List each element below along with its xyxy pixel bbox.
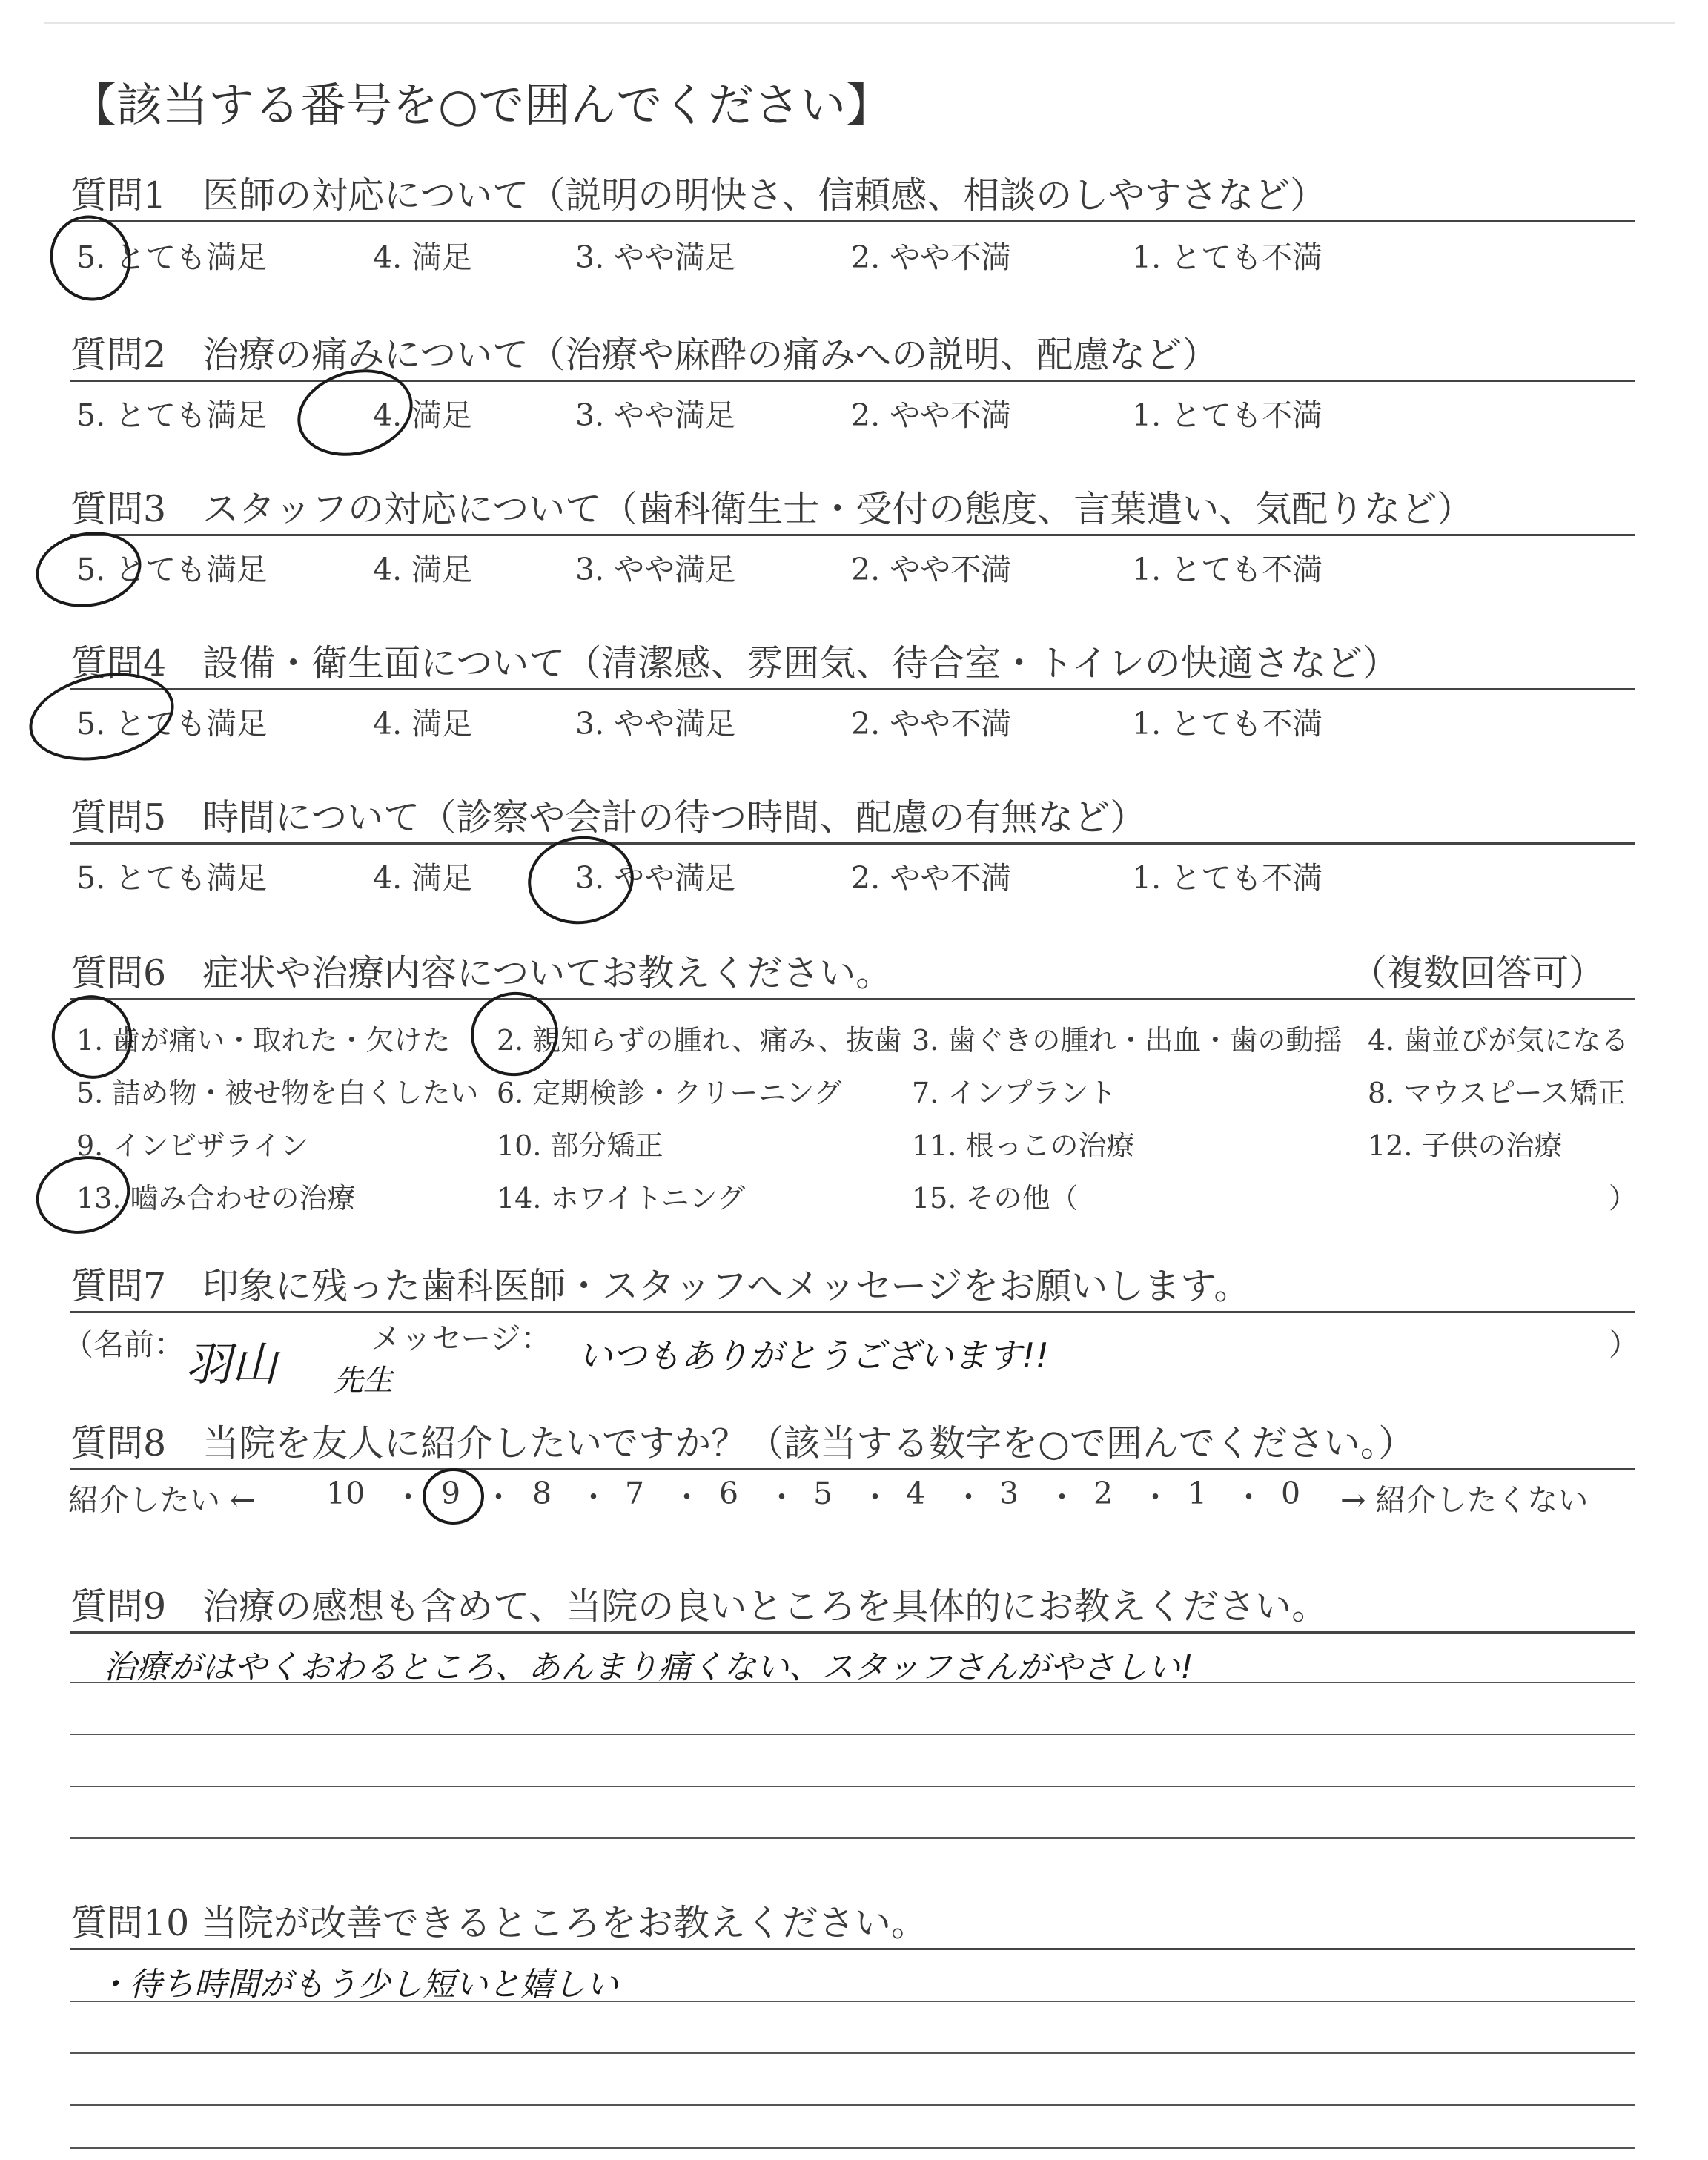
question-7-title: 質問7 印象に残った歯科医師・スタッフへメッセージをお願いします。	[70, 1265, 1251, 1307]
q2-option-5[interactable]: 5. とても満足	[76, 397, 268, 433]
q7-name-handwritten[interactable]: 羽山	[185, 1337, 278, 1391]
question-4-title: 質問4 設備・衛生面について（清潔感、雰囲気、待合室・トイレの快適さなど）	[70, 642, 1399, 684]
question-1-rule	[70, 220, 1635, 222]
question-4-rule	[70, 688, 1635, 690]
q5-option-2[interactable]: 2. やや不満	[851, 860, 1012, 896]
q8-separator: ・	[767, 1479, 797, 1515]
q5-selection-circle	[522, 830, 639, 931]
q2-option-4[interactable]: 4. 満足	[373, 397, 473, 433]
q8-right-label: → 紹介したくない	[1340, 1482, 1589, 1518]
q7-close-paren: ）	[1609, 1327, 1639, 1362]
question-2-title: 質問2 治療の痛みについて（治療や麻酔の痛みへの説明、配慮など）	[70, 334, 1219, 376]
q4-option-2[interactable]: 2. やや不満	[851, 706, 1012, 742]
question-1-title: 質問1 医師の対応について（説明の明快さ、信頼感、相談のしやすさなど）	[70, 174, 1327, 217]
q1-option-2[interactable]: 2. やや不満	[851, 240, 1012, 275]
q8-scale-1[interactable]: 1	[1188, 1476, 1208, 1511]
q6-option-10[interactable]: 10. 部分矯正	[497, 1129, 663, 1162]
question-7-rule	[70, 1311, 1635, 1313]
q6-option-3[interactable]: 3. 歯ぐきの腫れ・出血・歯の動揺	[912, 1024, 1343, 1057]
q8-scale-10[interactable]: 10	[326, 1476, 365, 1511]
question-8-title: 質問8 当院を友人に紹介したいですか？（該当する数字を○で囲んでください。）	[70, 1422, 1415, 1464]
q7-name-suffix-handwritten: 先生	[334, 1364, 393, 1398]
q6-option-2[interactable]: 2. 親知らずの腫れ、痛み、抜歯	[497, 1024, 902, 1057]
q8-scale-4[interactable]: 4	[906, 1476, 926, 1511]
q7-message-label: メッセージ：	[371, 1321, 552, 1356]
q4-option-3[interactable]: 3. やや満足	[575, 706, 736, 742]
q8-separator: ・	[393, 1479, 423, 1515]
q1-option-4[interactable]: 4. 満足	[373, 240, 473, 275]
q8-scale-7[interactable]: 7	[625, 1476, 645, 1511]
q3-option-4[interactable]: 4. 満足	[373, 552, 473, 587]
q8-scale-3[interactable]: 3	[999, 1476, 1019, 1511]
q6-option-6[interactable]: 6. 定期検診・クリーニング	[497, 1077, 842, 1109]
question-10-rule	[70, 1948, 1635, 1950]
q6-option-7[interactable]: 7. インプラント	[912, 1077, 1117, 1109]
q6-option-8[interactable]: 8. マウスピース矯正	[1368, 1077, 1626, 1109]
question-9-rule	[70, 1631, 1635, 1634]
q8-separator: ・	[1047, 1479, 1077, 1515]
question-3-title: 質問3 スタッフの対応について（歯科衛生士・受付の態度、言葉遣い、気配りなど）	[70, 488, 1474, 530]
q2-option-1[interactable]: 1. とても不満	[1132, 397, 1323, 433]
question-5-title: 質問5 時間について（診察や会計の待つ時間、配慮の有無など）	[70, 796, 1147, 839]
q4-option-4[interactable]: 4. 満足	[373, 706, 473, 742]
q6-option-1[interactable]: 1. 歯が痛い・取れた・欠けた	[76, 1024, 451, 1057]
q1-option-5[interactable]: 5. とても満足	[76, 240, 268, 275]
q8-separator: ・	[578, 1479, 609, 1515]
q10-answer-handwritten[interactable]: ・待ち時間がもう少し短いと嬉しい	[96, 1966, 618, 2004]
q4-option-1[interactable]: 1. とても不満	[1132, 706, 1323, 742]
q6-option-11[interactable]: 11. 根っこの治療	[912, 1129, 1135, 1162]
q10-answer-line	[70, 2052, 1635, 2054]
form-heading: 【該当する番号を○で囲んでください】	[70, 78, 893, 132]
q9-answer-line	[70, 1786, 1635, 1787]
q3-option-3[interactable]: 3. やや満足	[575, 552, 736, 587]
q8-separator: ・	[483, 1479, 514, 1515]
question-2-rule	[70, 380, 1635, 382]
q6-option-12[interactable]: 12. 子供の治療	[1368, 1129, 1563, 1162]
q8-separator: ・	[1234, 1479, 1264, 1515]
question-10-title: 質問10 当院が改善できるところをお教えください。	[70, 1902, 927, 1944]
question-5-rule	[70, 842, 1635, 845]
question-9-title: 質問9 治療の感想も含めて、当院の良いところを具体的にお教えください。	[70, 1585, 1328, 1628]
top-border	[44, 22, 1675, 24]
q8-scale-6[interactable]: 6	[719, 1476, 739, 1511]
q10-answer-line	[70, 2104, 1635, 2106]
question-6-rule	[70, 998, 1635, 1000]
q6-option-13[interactable]: 13. 嚙み合わせの治療	[76, 1182, 356, 1215]
q5-option-4[interactable]: 4. 満足	[373, 860, 473, 896]
q8-scale-9[interactable]: 9	[441, 1476, 461, 1511]
q8-separator: ・	[953, 1479, 984, 1515]
q6-option-9[interactable]: 9. インビザライン	[76, 1129, 309, 1162]
question-6-note: （複数回答可）	[1350, 952, 1605, 994]
question-3-rule	[70, 534, 1635, 536]
q6-option-14[interactable]: 14. ホワイトニング	[497, 1182, 746, 1215]
q7-message-handwritten[interactable]: いつもありがとうございます!!	[578, 1335, 1049, 1375]
q9-answer-line	[70, 1837, 1635, 1839]
q3-selection-circle	[30, 524, 147, 615]
q8-scale-2[interactable]: 2	[1093, 1476, 1113, 1511]
q6-option-15[interactable]: 15. その他（	[912, 1182, 1079, 1215]
q1-option-1[interactable]: 1. とても不満	[1132, 240, 1323, 275]
q10-answer-line	[70, 2147, 1635, 2149]
q8-separator: ・	[1140, 1479, 1171, 1515]
q9-answer-line	[70, 1734, 1635, 1735]
q9-answer-handwritten[interactable]: 治療がはやくおわるところ、あんまり痛くない、スタッフさんがやさしい!	[104, 1648, 1194, 1686]
q1-option-3[interactable]: 3. やや満足	[575, 240, 736, 275]
q8-separator: ・	[672, 1479, 702, 1515]
q2-option-2[interactable]: 2. やや不満	[851, 397, 1012, 433]
q8-left-label: 紹介したい ←	[68, 1482, 256, 1518]
question-6-title: 質問6 症状や治療内容についてお教えください。	[70, 952, 893, 994]
q6-option-5[interactable]: 5. 詰め物・被せ物を白くしたい	[76, 1077, 479, 1109]
q6-option-4[interactable]: 4. 歯並びが気になる	[1368, 1024, 1629, 1057]
q9-answer-line	[70, 1682, 1635, 1683]
q3-option-5[interactable]: 5. とても満足	[76, 552, 268, 587]
q8-scale-5[interactable]: 5	[813, 1476, 833, 1511]
q3-option-2[interactable]: 2. やや不満	[851, 552, 1012, 587]
q2-option-3[interactable]: 3. やや満足	[575, 397, 736, 433]
q8-scale-8[interactable]: 8	[532, 1476, 552, 1511]
q3-option-1[interactable]: 1. とても不満	[1132, 552, 1323, 587]
q8-scale-0[interactable]: 0	[1281, 1476, 1301, 1511]
q5-option-3[interactable]: 3. やや満足	[575, 860, 736, 896]
question-8-rule	[70, 1468, 1635, 1470]
q10-answer-line	[70, 2001, 1635, 2002]
q8-separator: ・	[860, 1479, 890, 1515]
q5-option-5[interactable]: 5. とても満足	[76, 860, 268, 896]
q5-option-1[interactable]: 1. とても不満	[1132, 860, 1323, 896]
q4-option-5[interactable]: 5. とても満足	[76, 706, 268, 742]
q8-selection-circle	[423, 1468, 484, 1525]
q7-name-label: （名前：	[63, 1327, 185, 1362]
q6-option-15-close: ）	[1609, 1182, 1638, 1215]
